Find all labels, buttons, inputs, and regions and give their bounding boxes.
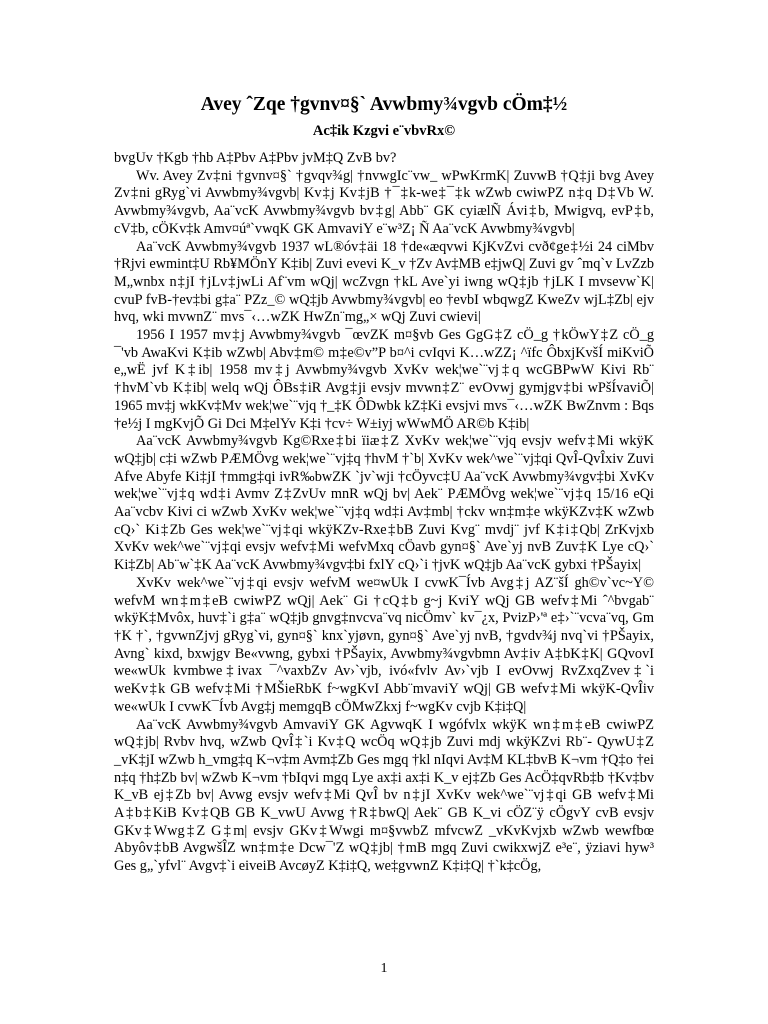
- paragraph-1: bvgUv †Kgb †hb A‡Pbv A‡Pbv jvM‡Q ZvB bv?: [114, 150, 397, 166]
- document-body: [114, 150, 654, 876]
- paragraph-2: Wv. Avey Zv‡ni †gvnv¤§` †gvqv¾g| †nvwgIc¨vw_ wPwKrmK| ZuvwB †Q‡ji bvg Avey Zv‡ni gRyg`vi Avwbmy¾vgvb| Kv‡j Kv‡jB †¯‡k-we‡¯‡k wZwb cwiwPZ n‡q D‡Vb W. Avwbmy¾vgvb, Aa¨vcK Avwbmy¾vgvb bv‡g| Abb¨ GK cyiælÑ Ávi‡b, Mwigvq, evP‡b, cV‡b, cÖKv‡k Amv¤úª`vwqK GK AmvaviY e¨w³Z¡ Ñ Aa¨vcK Avwbmy¾vgvb|: [114, 167, 654, 237]
- document-page: [114, 94, 654, 876]
- paragraph-7: Aa¨vcK Avwbmy¾vgvb AmvaviY GK AgvwqK I wgófvlx wkÿK wn‡m‡eB cwiwPZ wQ‡jb| Rvbv hvq, wZwb QvÎ‡`i Kv‡Q wcÖq wQ‡jb Zuvi mdj wkÿKZvi Rb¨- QywU‡Z _vK‡jI wZwb h_vmg‡q K¬v‡m Avm‡Zb Ges mgq †kl nIqvi Av‡M KL‡bvB K¬vm †Q‡o †ei n‡q †h‡Zb bv| wZwb K¬vm †bIqvi mgq Lye ax‡i ax‡i K_v ej‡Zb Ges AcÖ‡qvRb‡b †Kv‡bv K_vB ej‡Zb bv| Avwg evsjv wefv‡Mi QvÎ bv n‡jI XvKv wek^we`¨vj‡qi GB wefv‡Mi A‡b‡KiB Kv‡QB GB K_vwU Avwg †R‡bwQ| Aek¨ GB K_vi cÖZ¨ÿ cÖgvY cvB evsjv GKv‡Wwg‡Z G‡m| evsjv GKv‡Wwgi m¤§vwbZ mfvcwZ _vKvKvjxb wZwb wewfbœ Abyôv‡bB AvgwšÎZ wn‡m‡e Dcw¯'Z wQ‡jb| †mB mgq Zuvi cwikxwjZ e³e¨, ÿziavi hyw³ Ges g„`yfvl¨ Avgv‡`i eiveiB AvcøyZ K‡i‡Q, we‡gvwnZ K‡i‡Q| †`k‡cÖg,: [114, 716, 654, 875]
- paragraph-6: XvKv wek^we`¨vj‡qi evsjv wefvM we¤wUk I cvwK¯Ívb Avg‡j AZ¨šÍ gh©v`vc~Y© wefvM wn‡m‡eB cwiwPZ wQj| Aek¨ Gi †cQ‡b g~j KviY wQj GB wefv‡Mi ˆ^bvgab¨ wkÿK‡Mvôx, huv‡`i g‡a¨ wQ‡jb gnvg‡nvcva¨vq nicÖmv` kv¯¿x, PvizP›'ª e‡›`¨vcva¨vq, Gm †K †`, †gvwnZjvj gRyg`vi, gyn¤§` knx`yjøvn, gyn¤§` Ave`yj nvB, †gvdv¾j nvq`vi †PŠayix, Avng` kixd, bxwjgv Be«vwng, gybxi †PŠayix, Avwbmy¾vgvbmn Av‡iv A‡bK‡K| GQvovI we«wUk kvmbwe‡ivax ¯^vaxbZv Av›`vjb, ivó«fvlv Av›`vjb I evOvwj RvZxqZvev‡`i weKv‡k GB wefv‡Mi †MŠieRbK f~wgKvI Abb¨mvaviY wQj| GB wefv‡Mi wkÿK-QvÎiv we«wUk I cvwK¯Ívb Avg‡j memgqB cÖMwZkxj f~wgKv cvjb K‡i‡Q|: [114, 574, 654, 715]
- paragraph-3: Aa¨vcK Avwbmy¾vgvb 1937 wL®óv‡äi 18 †de«æqvwi KjKvZvi cvð¢ge‡½i 24 ciMbv †Rjvi ewmint‡U Rb¥MÖnY K‡ib| Zuvi evevi K_v †Zv Av‡MB e‡jwQ| Zuvi gv ˆmq`v LvZzb M„wnbx n‡jI †jLv‡jwLi Af¨vm wQj| wcZvgn †kL Ave`yi iwng wQ‡jb †jLK I mvsevw`K| cvuP fvB-†ev‡bi g‡a¨ PZz_© wQ‡jb Avwbmy¾vgvb| eo †evbI wbqwgZ KweZv wjL‡Zb| ejv hvq, wki mvwnZ¨ mvs¯‹…wZK HwZn¨mg„× wQj Zuvi cwievi|: [114, 238, 654, 326]
- paragraph-4: 1956 I 1957 mv‡j Avwbmy¾vgvb ¯œvZK m¤§vb Ges GgG‡Z cÖ_g †kÖwY‡Z cÖ_g ¯'vb AwaKvi K‡ib wZwb| Abv‡m© m‡e©v”P b¤^i cvIqvi K…wZZ¡ ^ïfc ÔbxjKvšÍ miKviÕ e„wË jvf K‡ib| 1958 mv‡j Avwbmy¾vgvb XvKv wek¦we`¨vj‡q wcGBPwW Kivi Rb¨ †hvM`vb K‡ib| welq wQj ÔBs‡iR Avg‡ji evsjv mvwn‡Z¨ evOvwj gymjgv‡bi wPšÍvaviÕ| 1965 mv‡j wkKv‡Mv wek¦we`¨vjq †_‡K ÔDwbk kZ‡Ki evsjvi mvs¯‹…wZK BwZnvm : Bqs †e½j I mgKvjÕ Gi Dci M‡elYv K‡i †cv÷ W±iyj wWwMÖ AR©b K‡ib|: [114, 327, 654, 432]
- paragraph-5: Aa¨vcK Avwbmy¾vgvb Kg©Rxe‡bi ïiæ‡Z XvKv wek¦we`¨vjq evsjv wefv‡Mi wkÿK wQ‡jb| c‡i wZwb PÆMÖvg wek¦we`¨vj‡q †hvM †`b| XvKv wek^we`¨vj‡qi QvÎ-QvÎxiv Zuvi Afve Abyfe Ki‡jI †mmg‡qi ivR‰bwZK `jv`wji †cÖyvc‡U Aa¨vcK Avwbmy¾vgv‡bi XvKv wek¦we`¨vj‡q wd‡i Avmv Z‡ZvUv mnR wQj bv| Aek¨ PÆMÖvg wek¦we`¨vj‡q 15/16 eQi Aa¨vcbv Kivi ci wZwb XvKv wek¦we`¨vj‡q wd‡i Av‡mb| †ckv wn‡m‡e wkÿKZv‡K wZwb cQ›` Ki‡Zb Ges wek¦we`¨vj‡qi wkÿKZv-Rxe‡bB Zuvi Kvg¨ mvdj¨ jvf K‡i‡Qb| ZrKvjxb XvKv wek^we`¨vj‡qi evsjv wefv‡Mi wefvMxq cÖavb gyn¤§` Ave`yj nvB Zuv‡K Lye cQ›` Ki‡Zb| Ab¨w`‡K Aa¨vcK Avwbmy¾vgv‡bi fxlY cQ›`i †jvK wQ‡jb Aa¨vcK gybxi †PŠayix|: [114, 433, 654, 574]
- page-number: 1: [380, 961, 388, 976]
- document-author: Ac‡ik Kzgvi e¨vbvRx©: [312, 123, 456, 139]
- document-title: Avey ˆZqe †gvnv¤§` Avwbmy¾vgvb cÖm‡½: [200, 94, 568, 115]
